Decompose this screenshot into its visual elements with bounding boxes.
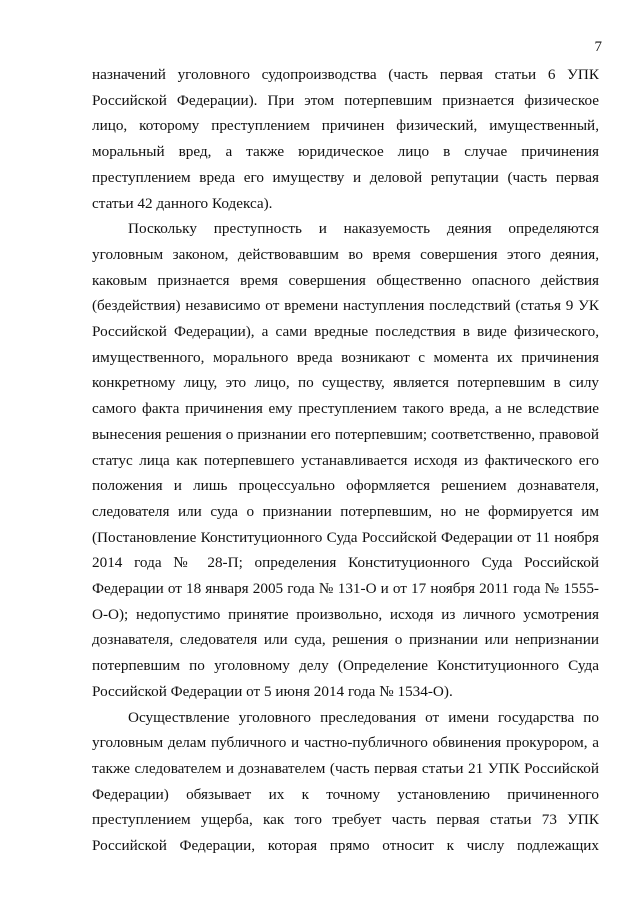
paragraph-1: назначений уголовного судопроизводства (часть первая статьи 6 УПК Российской Федерации). При этом потерпевшим признается физическое лицо, которому преступлением причинен физический, имущественный, моральный вред, а также юридическое лицо в случае причинения преступлением вреда его имуществу и деловой репутации (часть первая статьи 42 данного Кодекса). (92, 66, 599, 212)
page-number: 7 (594, 39, 602, 55)
paragraph-2: Поскольку преступность и наказуемость деяния определяются уголовным законом, действовавшим во время совершения этого деяния, каковым признается время совершения общественно опасного действия (бездействия) независимо от времени наступления последствий (статья 9 УК Российской Федерации), а сами вредные последствия в виде физического, имущественного, морального вреда возникают с момента их причинения конкретному лицу, это лицо, по существу, является потерпевшим в силу самого факта причинения ему преступлением такого вреда, а не вследствие вынесения решения о признании его потерпевшим; соответственно, правовой статус лица как потерпевшего устанавливается исходя из фактического его положения и лишь процессуально оформляется решением дознавателя, следователя или суда о признании потерпевшим, но не формируется им (Постановление Конституционного Суда Российской Федерации от 11 ноября 2014 года № 28-П; определения Конституционного Суда Российской Федерации от 18 января 2005 года № 131-О и от 17 ноября 2011 года № 1555-О-О); недопустимо принятие произвольно, исходя из личного усмотрения дознавателя, следователя или суда, решения о признании или непризнании потерпевшим по уголовному делу (Определение Конституционного Суда Российской Федерации от 5 июня 2014 года № 1534-О). (92, 220, 599, 700)
document-body (92, 62, 599, 859)
paragraph-3: Осуществление уголовного преследования от имени государства по уголовным делам публичного и частно-публичного обвинения прокурором, а также следователем и дознавателем (часть первая статьи 21 УПК Российской Федерации) обязывает их к точному установлению причиненного преступлением ущерба, как того требует часть первая статьи 73 УПК Российской Федерации, которая прямо относит к числу подлежащих (92, 708, 599, 855)
